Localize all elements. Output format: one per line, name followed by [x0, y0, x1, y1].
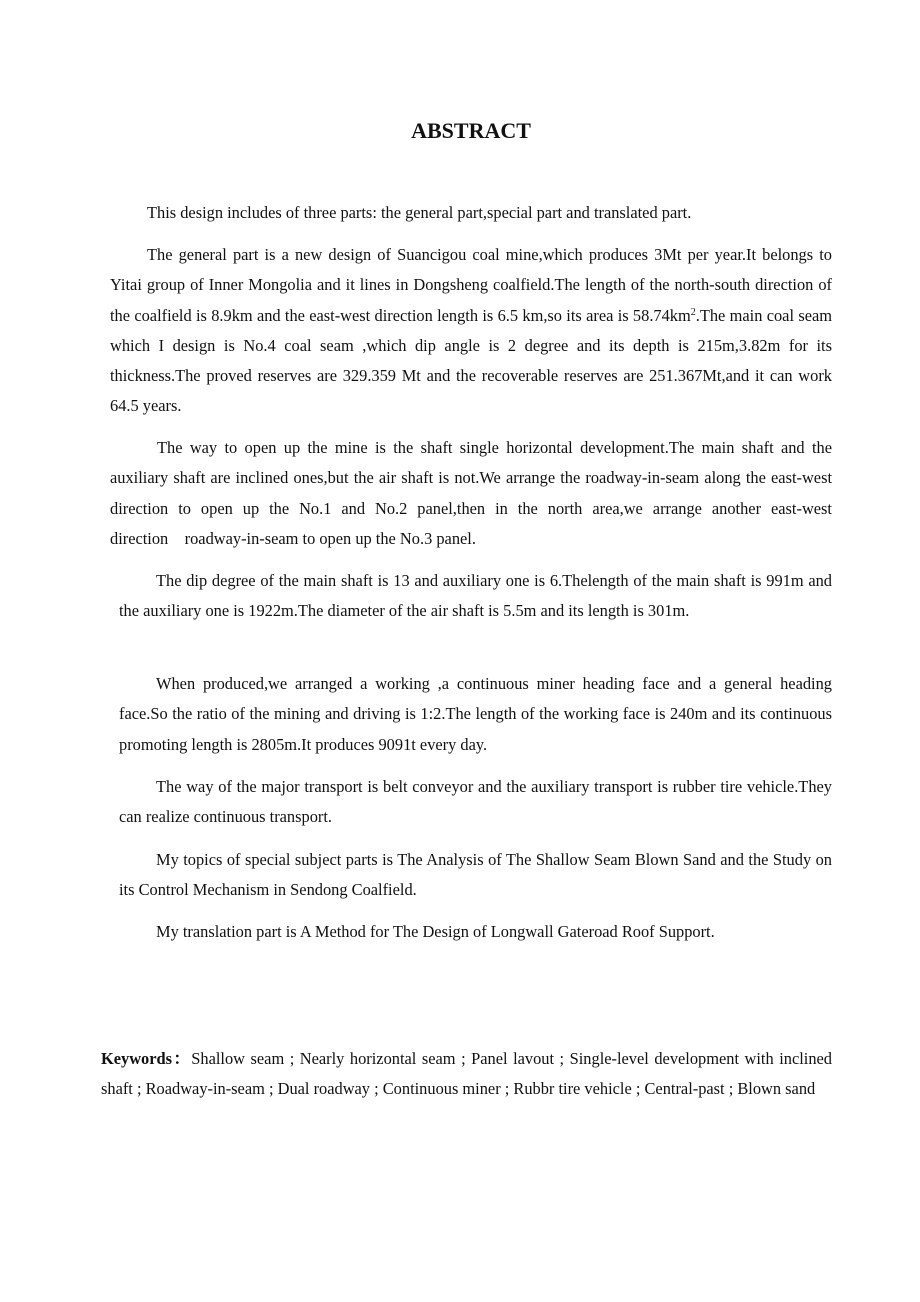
paragraph-production: When produced,we arranged a working ,a continuous miner heading face and a general heading face.So the ratio of the mining and driving is 1:2.The length of the working face is 240m and its continuous promoting length is 2805m.It produces 9091t every day. [119, 674, 832, 754]
paragraph-overview: This design includes of three parts: the general part,special part and translated part. [147, 203, 692, 222]
keywords-label: Keywords： [101, 1049, 192, 1068]
paragraph-special-subject: My topics of special subject parts is The Analysis of The Shallow Seam Blown Sand and the Study on its Control Mechanism in Sendong Coalfield. [119, 850, 832, 900]
keywords-block [101, 1044, 832, 1105]
keywords-text: Shallow seam ; Nearly horizontal seam ; Panel lavout ; Single-level development with inclined shaft ; Roadway-in-seam ; Dual roadway ; Continuous miner ; Rubbr tire vehicle ; Central-past ; Blown sand [101, 1049, 832, 1099]
paragraph-shafts: The dip degree of the main shaft is 13 and auxiliary one is 6.Thelength of the main shaft is 991m and the auxiliary one is 1922m.The diameter of the air shaft is 5.5m and its length is 301m. [119, 571, 832, 621]
paragraph-development: The way to open up the mine is the shaft single horizontal development.The main shaft and the auxiliary shaft are inclined ones,but the air shaft is not.We arrange the roadway-in-seam along the east-west direction to open up the No.1 and No.2 panel,then in the north area,we arrange another east-west direction roadway-in-seam to open up the No.3 panel. [110, 438, 832, 548]
paragraph-general-part-text-a: The general part is a new design of Suancigou coal mine,which produces 3Mt per year.It belongs to Yitai group of Inner Mongolia and it lines in Dongsheng coalfield.The length of the north-south direction of the coalfield is 8.9km and the east-west direction length is 6.5 km,so its area is 58.74km [110, 245, 832, 325]
paragraph-general-part [110, 240, 832, 422]
paragraph-translation: My translation part is A Method for The Design of Longwall Gateroad Roof Support. [156, 922, 715, 941]
page-title: ABSTRACT [411, 118, 531, 143]
superscript-squared: 2 [690, 306, 696, 318]
paragraph-transport: The way of the major transport is belt conveyor and the auxiliary transport is rubber tire vehicle.They can realize continuous transport. [119, 777, 832, 827]
paragraph-general-part-text-b: .The main coal seam which I design is No.4 coal seam ,which dip angle is 2 degree and its depth is 215m,3.82m for its thickness.The proved reserves are 329.359 Mt and the recoverable reserves are 251.367Mt,and it can work 64.5 years. [110, 305, 832, 416]
